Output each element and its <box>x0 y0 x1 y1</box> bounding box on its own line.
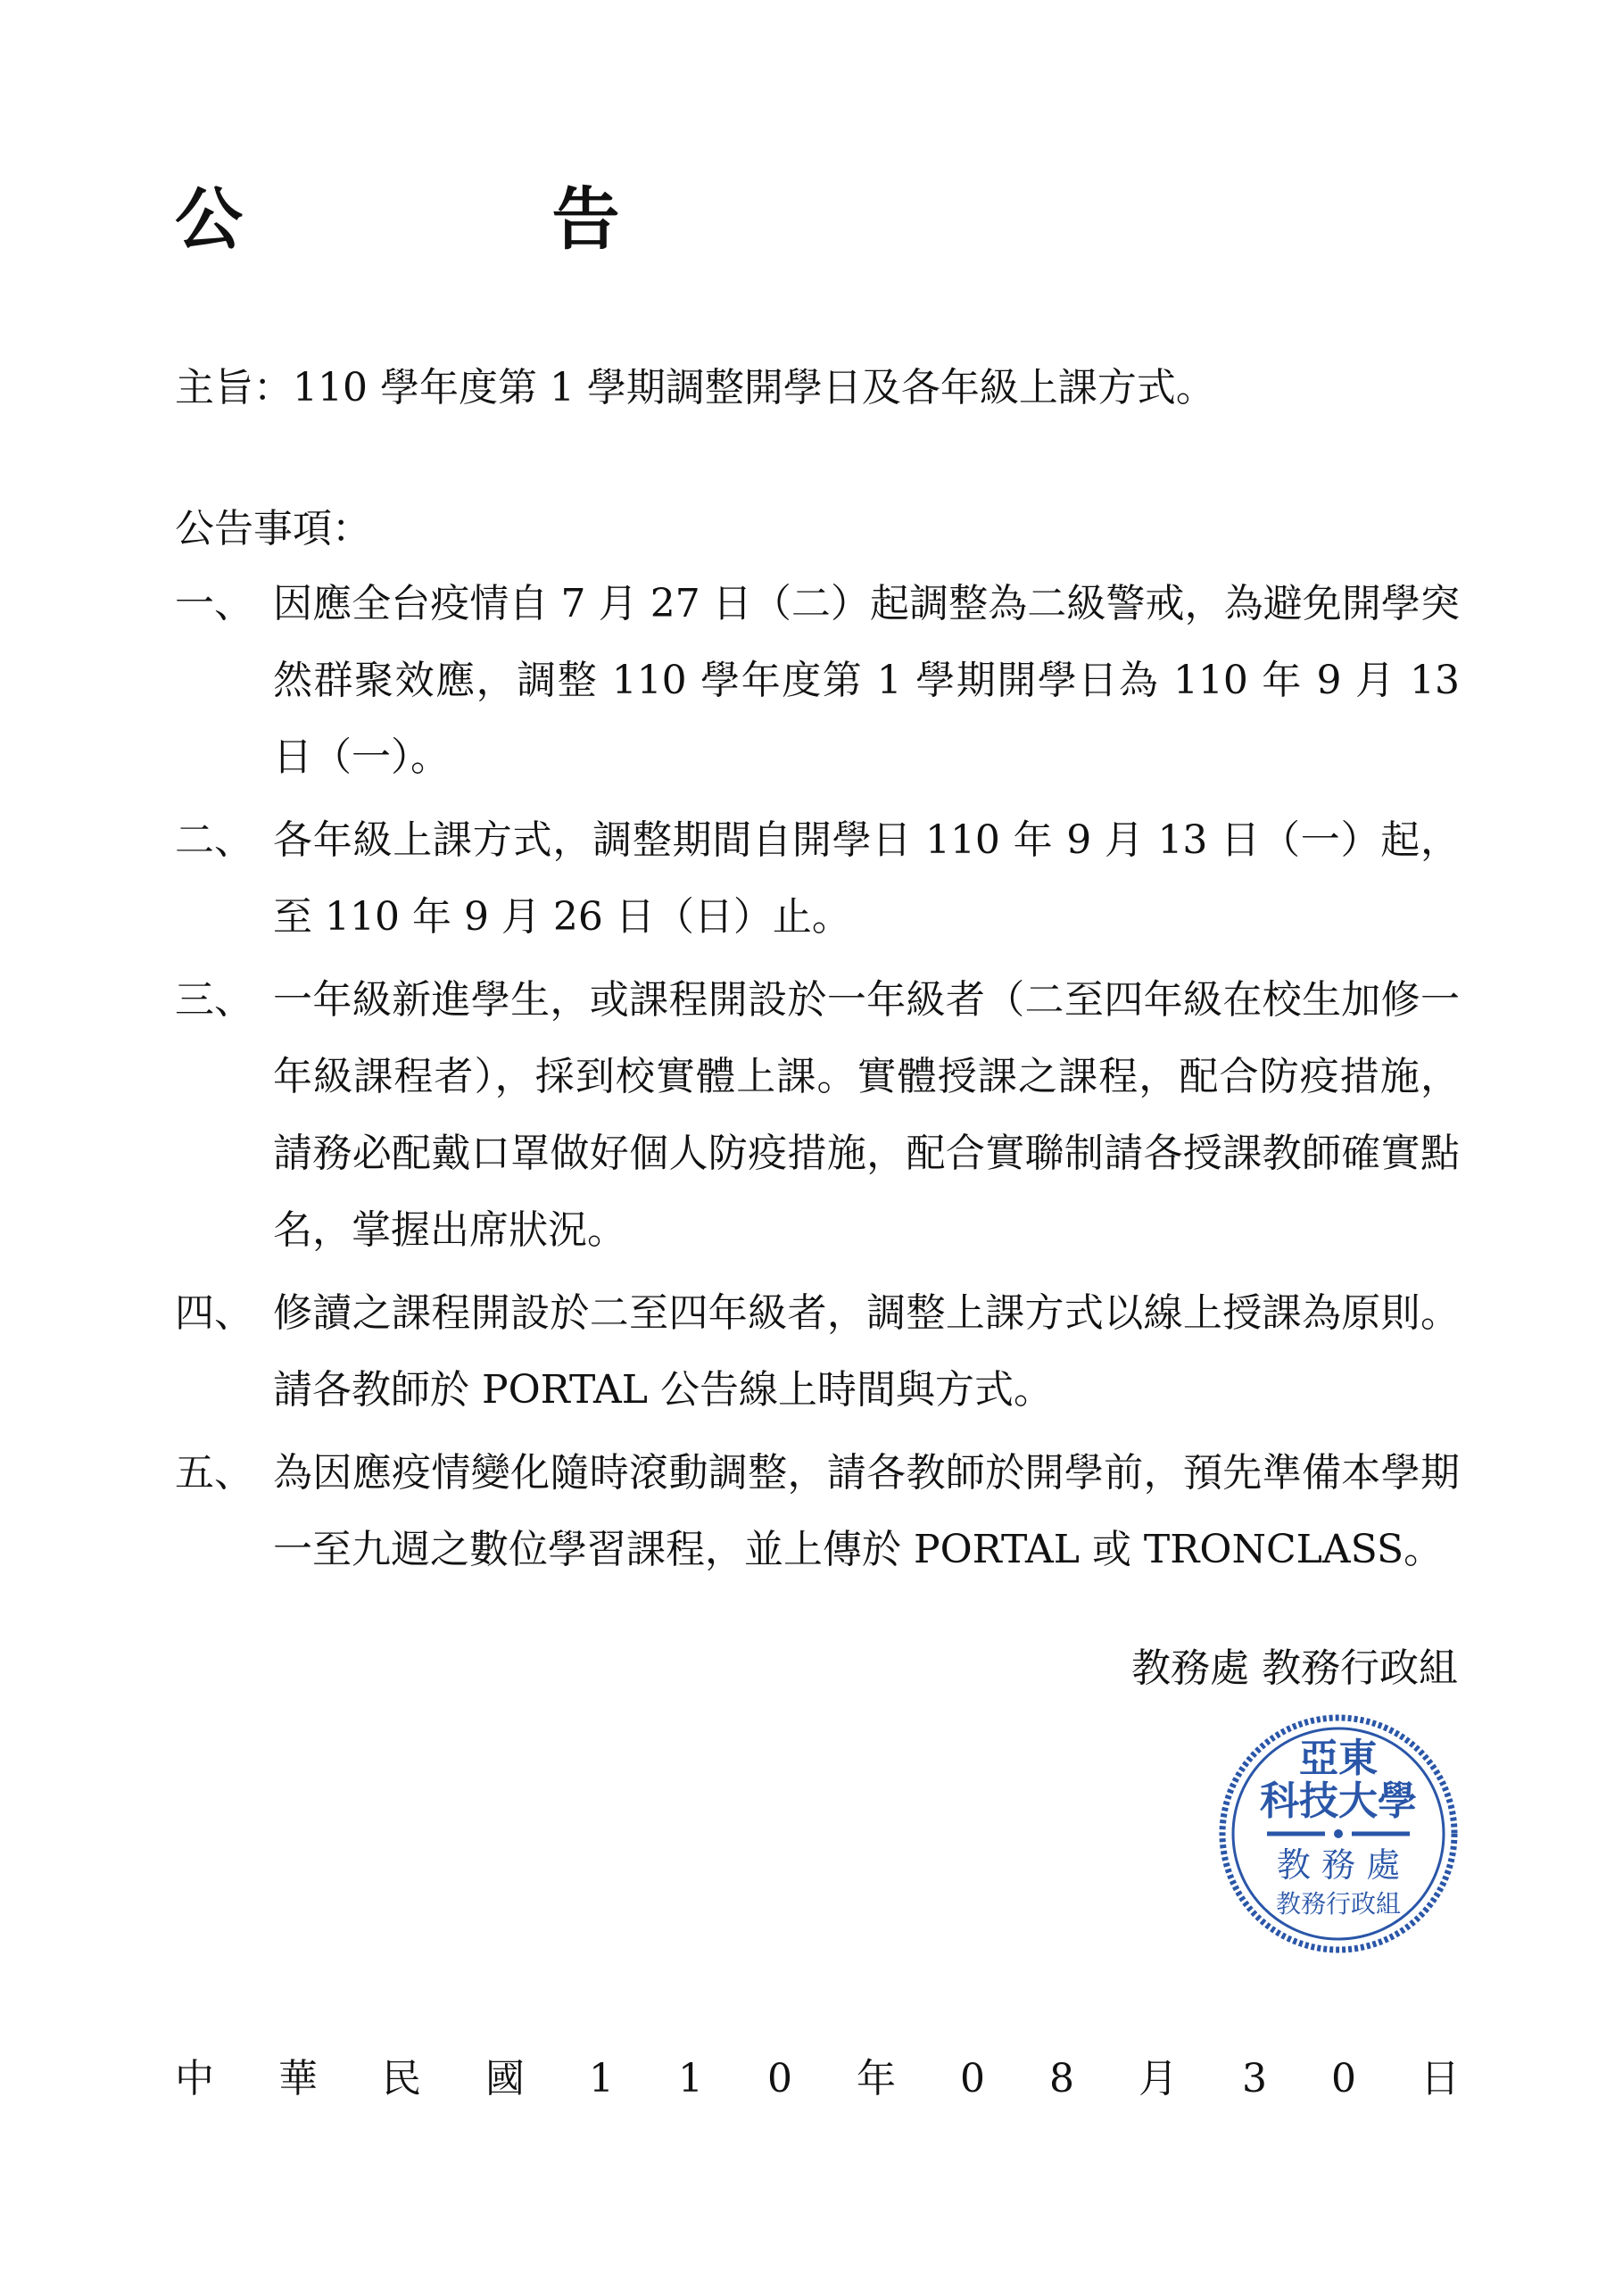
date-char: 月 <box>1139 2056 1178 2101</box>
date-char: 3 <box>1242 2056 1267 2101</box>
date-char: 0 <box>960 2056 985 2101</box>
date-char: 8 <box>1049 2056 1074 2101</box>
item-number: 五、 <box>175 1450 253 1496</box>
page-title: 公 告 <box>175 179 763 259</box>
issuer-signature: 教務處 教務行政組 <box>1131 1645 1458 1691</box>
notice-item <box>175 802 1460 956</box>
date-char: 民 <box>382 2056 421 2101</box>
notice-heading: 公告事項： <box>175 506 371 551</box>
date-char: 0 <box>1331 2056 1356 2101</box>
item-number: 一、 <box>175 581 253 626</box>
date-char: 1 <box>678 2056 703 2101</box>
date-char: 國 <box>485 2056 525 2101</box>
office-seal-stamp <box>1213 1709 1463 1959</box>
notice-item <box>175 566 1460 796</box>
date-char: 中 <box>175 2056 214 2101</box>
notice-item <box>175 1275 1460 1429</box>
date-char: 日 <box>1420 2056 1460 2101</box>
seal-line-1: 亞東 <box>1299 1736 1378 1781</box>
item-text: 修讀之課程開設於二至四年級者，調整上課方式以線上授課為原則。請各教師於 PORTAL 公告線上時間與方式。 <box>273 1290 1460 1413</box>
date-line <box>175 2052 1460 2106</box>
seal-line-3: 教 務 處 <box>1276 1845 1401 1885</box>
subject-line: 主旨：110 學年度第 1 學期調整開學日及各年級上課方式。 <box>175 365 1215 410</box>
item-number: 三、 <box>175 977 253 1023</box>
notice-item <box>175 962 1460 1269</box>
notice-item <box>175 1435 1460 1588</box>
item-text: 因應全台疫情自 7 月 27 日（二）起調整為二級警戒，為避免開學突然群聚效應，調整 110 學年度第 1 學期開學日為 110 年 9 月 13 日（一）。 <box>273 581 1460 780</box>
seal-divider-dot <box>1334 1829 1343 1838</box>
item-number: 二、 <box>175 817 253 863</box>
item-text: 一年級新進學生，或課程開設於一年級者（二至四年級在校生加修一年級課程者），採到校實體上課。實體授課之課程，配合防疫措施，請務必配戴口罩做好個人防疫措施，配合實聯制請各授課教師確實點名，掌握出席狀況。 <box>273 977 1460 1253</box>
seal-line-4: 教務行政組 <box>1275 1889 1402 1919</box>
seal-line-2: 科技大學 <box>1260 1778 1417 1824</box>
date-char: 0 <box>767 2056 792 2101</box>
date-char: 1 <box>589 2056 614 2101</box>
date-char: 華 <box>278 2056 318 2101</box>
item-text: 各年級上課方式，調整期間自開學日 110 年 9 月 13 日（一）起，至 110 年 9 月 26 日（日）止。 <box>273 817 1460 940</box>
item-text: 為因應疫情變化隨時滾動調整，請各教師於開學前，預先準備本學期一至九週之數位學習課程，並上傳於 PORTAL 或 TRONCLASS。 <box>273 1450 1460 1572</box>
notice-items-list <box>175 566 1460 1595</box>
date-char: 年 <box>857 2056 896 2101</box>
item-number: 四、 <box>175 1290 253 1336</box>
